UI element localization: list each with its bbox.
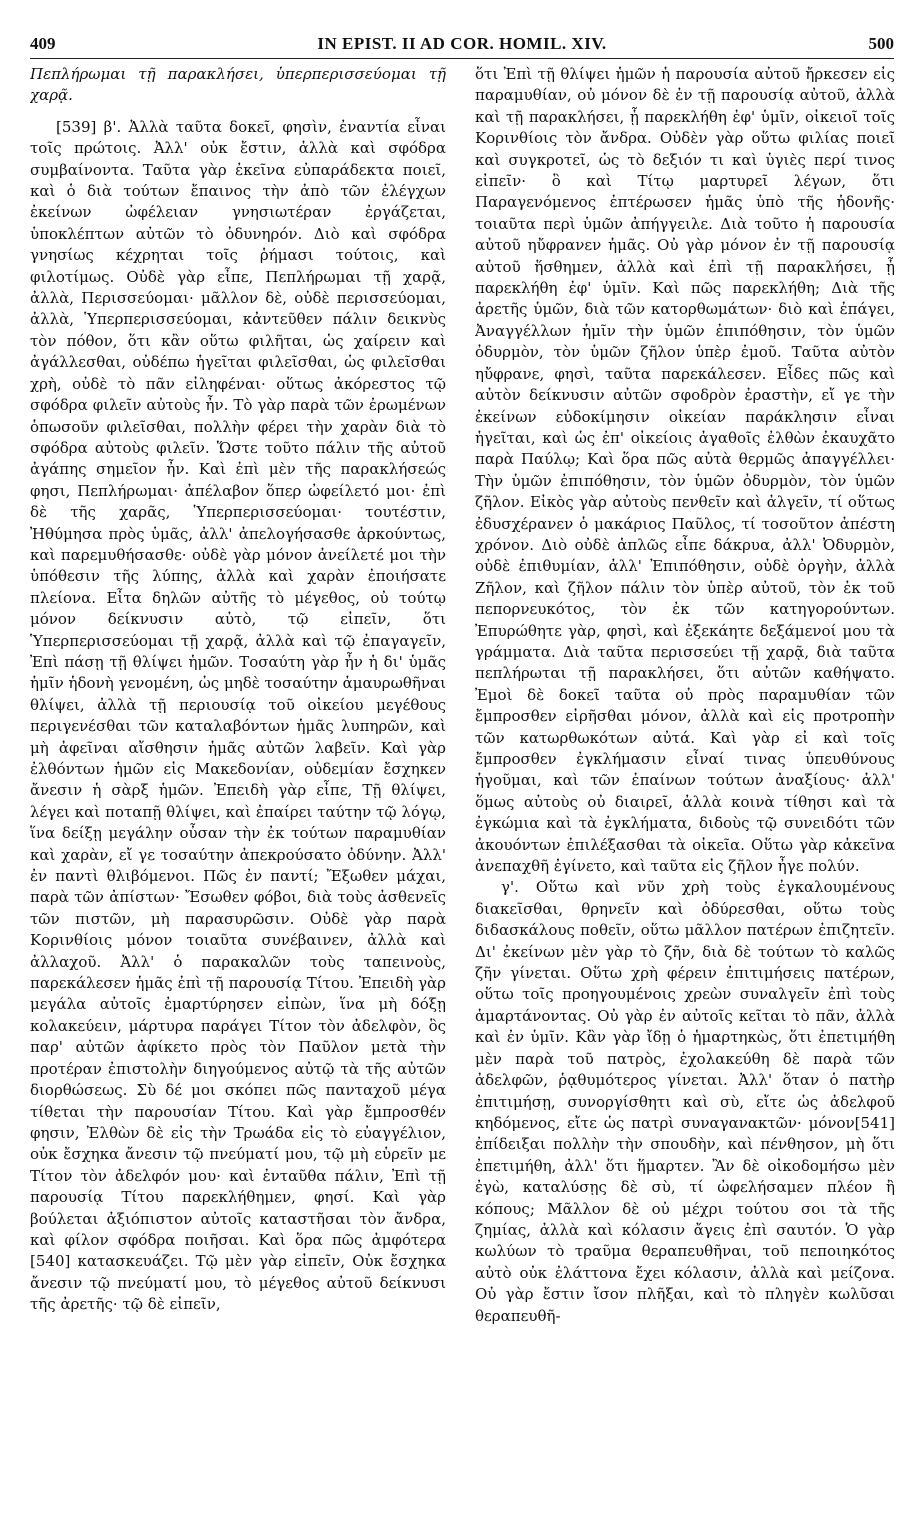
paragraph-section-3: γ'. Οὕτω καὶ νῦν χρὴ τοὺς ἐγκαλουμένους διακεῖσθαι, θρηνεῖν καὶ ὀδύρεσθαι, οὕτω τοὺς διδασκάλους ποθεῖν, οὕτω μᾶλλον πατέρων ἐπιζητεῖν. Δι' ἐκείνων μὲν γὰρ τὸ ζῆν, διὰ δὲ τούτων τὸ καλῶς ζῆν γίνεται. Οὕτω χρὴ φέρειν ἐπιτιμήσεις πατέρων, οὕτω τοῖς προηγουμένοις χρεὼν συναλγεῖν ἐπὶ τοὺς ἁμαρτάνοντας. Οὐ γὰρ ἐν αὐτοῖς κεῖται τὸ πᾶν, ἀλλὰ καὶ ἐν ὑμῖν. Κἂν γὰρ ἴδῃ ὁ ἡμαρτηκὼς, ὅτι ἐπετιμήθη μὲν παρὰ τοῦ πατρὸς, ἐχολακεύθη δὲ παρὰ τῶν ἀδελφῶν, ῥᾳθυμότερος γίνεται. Ἀλλ' ὅταν ὁ πατὴρ ἐπιτιμήσῃ, συνοργίσθητι καὶ σὺ, εἴτε ὡς ἀδελφοῦ κηδόμενος, εἴτε ὡς πατρὶ συναγανακτῶν· μόνον[541] ἐπίδειξαι πολλὴν τὴν σπουδὴν, καὶ πένθησον, μὴ ὅτι ἐπετιμήθη, ἀλλ' ὅτι ἥμαρτεν. Ἂν δὲ οἰκοδομήσω μὲν ἐγὼ, καταλύσῃς δὲ σὺ, τί ὠφελήσαμεν πλέον ἢ κόπους; Μᾶλλον δὲ οὐ μέχρι τούτου σοι τὰ τῆς ζημίας, ἀλλὰ καὶ κόλασιν ἄγεις ἐπὶ σαυτόν. Ὁ γὰρ κωλύων τὸ τραῦμα θεραπευθῆναι, τοῦ πεποιηκότος αὐτὸ οὐκ ἐλάττονα ἔχει κόλασιν, ἀλλὰ καὶ μείζονα. Οὐ γὰρ ἔστιν ἴσον πλῆξαι, καὶ τὸ πληγὲν κωλῦσαι θεραπευθῆ- <box>475 878 895 1325</box>
paragraph-section-2: [539] β'. Ἀλλὰ ταῦτα δοκεῖ, φησὶν, ἐναντία εἶναι τοῖς πρώτοις. Ἀλλ' οὐκ ἔστιν, ἀλλὰ καὶ σφόδρα συμβαίνοντα. Ταῦτα γὰρ ἐκεῖνα εὐπαράδεκτα ποιεῖ, καὶ ὁ διὰ τούτων ἔπαινος τὴν ἀπὸ τῶν ἐλέγχων ἐκείνων ὠφέλειαν γνησιωτέραν ἐργάζεται, ὑποκλέπτων αὐτῶν τὸ ὀδυνηρόν. Διὸ καὶ σφόδρα γνησίως κέχρηται τοῖς ῥήμασι τούτοις, καὶ φιλοτίμως. Οὐδὲ γὰρ εἶπε, Πεπλήρωμαι τῇ χαρᾷ, ἀλλὰ, Περισσεύομαι· μᾶλλον δὲ, οὐδὲ περισσεύομαι, ἀλλὰ, Ὑπερπερισσεύομαι, κἀντεῦθεν πάλιν δεικνὺς τὸν πόθον, ὅτι κἂν οὕτω φιλῆται, ὡς χαίρειν καὶ ἀγάλλεσθαι, οὐδέπω ἡγεῖται φιλεῖσθαι, ὡς φιλεῖσθαι χρὴ, οὐδὲ τὸ πᾶν εἰληφέναι· οὕτως ἀκόρεστος τῷ σφόδρα φιλεῖν αὐτοὺς ἦν. Τὸ γὰρ παρὰ τῶν ἐρωμένων ὁπωσοῦν φιλεῖσθαι, πολλὴν φέρει τὴν χαρὰν διὰ τὸ σφόδρα αὐτοὺς φιλεῖν. Ὥστε τοῦτο πάλιν τῆς αὐτοῦ ἀγάπης σημεῖον ἦν. Καὶ ἐπὶ μὲν τῆς παρακλήσεώς φησι, Πεπλήρωμαι· ἀπέλαβον ὅπερ ὠφείλετό μοι· ἐπὶ δὲ τῆς χαρᾶς, Ὑπερπερισσεύομαι· τουτέστιν, Ἠθύμησα πρὸς ὑμᾶς, ἀλλ' ἀπελογήσασθε ἀρκούντως, καὶ παρεμυθήσασθε· οὐδὲ γὰρ μόνον ἀνείλετέ μοι τὴν ὑπόθεσιν τῆς λύπης, ἀλλὰ καὶ χαρὰν ἐποιήσατε πλείονα. Εἶτα δηλῶν αὐτῆς τὸ μέγεθος, οὐ τούτῳ μόνον δείκνυσιν αὐτὸ, τῷ εἰπεῖν, ὅτι Ὑπερπερισσεύομαι τῇ χαρᾷ, ἀλλὰ καὶ τῷ ἐπαγαγεῖν, Ἐπὶ πάσῃ τῇ θλίψει ἡμῶν. Τοσαύτη γὰρ ἦν ἡ δι' ὑμᾶς ἡμῖν ἡδονὴ γενομένη, ὡς μηδὲ τοσαύτην ἀμαυρωθῆναι θλίψει, ἀλλὰ τῇ περιουσίᾳ τοῦ οἰκείου μεγέθους περιγενέσθαι τῶν καταλαβόντων ἡμᾶς λυπηρῶν, καὶ μὴ ἀφεῖναι αἴσθησιν ἡμᾶς αὐτῶν λαβεῖν. Καὶ γὰρ ἐλθόντων ἡμῶν εἰς Μακεδονίαν, οὐδεμίαν ἔσχηκεν ἄνεσιν ἡ σὰρξ ἡμῶν. Ἐπειδὴ γὰρ εἶπε, Τῇ θλίψει, λέγει καὶ ποταπῇ θλίψει, καὶ ἐπαίρει ταύτην τῷ λόγῳ, ἵνα δείξῃ μεγάλην οὖσαν τὴν ἐκ τούτων παραμυθίαν καὶ χαρὰν, εἴ γε τοσαύτην ἀπεκρούσατο ὀδύνην. Ἀλλ' ἐν παντὶ θλιβόμενοι. Πῶς ἐν παντί; Ἔξωθεν μάχαι, παρὰ τῶν ἀπίστων· Ἔσωθεν φόβοι, διὰ τοὺς ἀσθενεῖς τῶν πιστῶν, μὴ παρασυρῶσιν. Οὐδὲ γὰρ παρὰ Κορινθίοις μόνον τοιαῦτα συνέβαινεν, ἀλλὰ καὶ ἀλλαχοῦ. Ἀλλ' ὁ παρακαλῶν τοὺς ταπεινοὺς, παρεκάλεσεν ἡμᾶς ἐπὶ τῇ παρουσίᾳ Τίτου. Ἐπειδὴ γὰρ μεγάλα αὐτοῖς ἐμαρτύρησεν εἰπὼν, ἵνα μὴ δόξῃ κολακεύειν, μάρτυρα παράγει Τίτον τὸν ἀδελφὸν, ὃς παρ' αὐτῶν ἀφίκετο πρὸς τὸν Παῦλον μετὰ τὴν προτέραν ἐπιστολὴν διηγούμενος αὐτῷ τὰ τῆς αὐτῶν διορθώσεως. Σὺ δέ μοι σκόπει πῶς πανταχοῦ μέγα τίθεται τὴν παρουσίαν Τίτου. Καὶ γὰρ ἔμπροσθέν φησιν, Ἐλθὼν δὲ εἰς τὴν Τρωάδα εἰς τὸ εὐαγγέλιον, οὐκ ἔσχηκα ἄνεσιν τῷ πνεύματί μου, τῷ μὴ εὑρεῖν με Τίτον τὸν ἀδελφόν μου· καὶ ἐνταῦθα πάλιν, Ἐπὶ τῇ παρουσίᾳ Τίτου παρεκλήθημεν, φησί. Καὶ γὰρ βούλεται ἀξιόπιστον αὐτοῖς καταστῆσαι τὸν ἄνδρα, καὶ φίλον σφόδρα ποιῆσαι. Καὶ ὅρα πῶς ἀμφότερα [540] κατασκευάζει. Τῷ μὲν γὰρ εἰπεῖν, Οὐκ ἔσχηκα ἄνεσιν τῷ πνεύματί μου, τὸ μέγεθος αὐτοῦ δείκνυσι τῆς ἀρετῆς· τῷ δὲ εἰπεῖν, <box>30 117 446 1314</box>
scripture-quote: Πεπλήρωμαι τῇ παρακλήσει, ὑπερπερισσεύομαι τῇ χαρᾷ. <box>30 65 446 105</box>
paragraph-continued: ὅτι Ἐπὶ τῇ θλίψει ἡμῶν ἡ παρουσία αὐτοῦ ἤρκεσεν εἰς παραμυθίαν, οὐ μόνον δὲ ἐν τῇ παρουσίᾳ αὐτοῦ, ἀλλὰ καὶ τῇ παρακλήσει, ᾗ παρεκλήθη ἐφ' ὑμῖν, οἰκειοῖ τοῖς Κορινθίοις τὸν ἄνδρα. Οὐδὲν γὰρ οὕτω φιλίας ποιεῖ καὶ συγκροτεῖ, ὡς τὸ δεξιόν τι καὶ ὑγιὲς περί τινος εἰπεῖν· ὃ καὶ Τίτῳ μαρτυρεῖ λέγων, ὅτι Παραγενόμενος ἐπτέρωσεν ἡμᾶς ὑπὸ τῆς ἡδονῆς· τοιαῦτα περὶ ὑμῶν ἀπήγγειλε. Διὰ τοῦτο ἡ παρουσία αὐτοῦ ηὔφρανεν ἡμᾶς. Οὐ γὰρ μόνον ἐν τῇ παρουσίᾳ αὐτοῦ ἥσθημεν, ἀλλὰ καὶ ἐπὶ τῇ παρακλήσει, ᾗ παρεκλήθη ἐφ' ὑμῖν. Καὶ πῶς παρεκλήθη; Διὰ τῆς ἀρετῆς ὑμῶν, διὰ τῶν κατορθωμάτων· διὸ καὶ ἐπάγει, Ἀναγγέλλων ἡμῖν τὴν ὑμῶν ἐπιπόθησιν, τὸν ὑμῶν ὀδυρμὸν, τὸν ὑμῶν ζῆλον ὑπὲρ ἐμοῦ. Ταῦτα αὐτὸν ηὔφρανε, φησὶ, ταῦτα παρεκάλεσεν. Εἶδες πῶς καὶ αὐτὸν δείκνυσιν αὐτῶν σφοδρὸν ἐραστὴν, εἴ γε τὴν ἐκείνων εὐδοκίμησιν οἰκείαν παράκλησιν εἶναι ἡγεῖται, καὶ ὡς ἐπ' οἰκείοις ἀγαθοῖς ἐλθὼν ἐκαυχᾶτο παρὰ Παύλῳ; Καὶ ὅρα πῶς αὐτὰ θερμῶς ἀπαγγέλλει· Τὴν ὑμῶν ἐπιπόθησιν, τὸν ὑμῶν ὀδυρμὸν, τὸν ὑμῶν ζῆλον. Εἰκὸς γὰρ αὐτοὺς πενθεῖν καὶ ἀλγεῖν, τί οὕτως ἐδυσχέρανεν ὁ μακάριος Παῦλος, τί τοσοῦτον ἀπέστη χρόνον. Διὸ οὐδὲ ἁπλῶς εἶπε δάκρυα, ἀλλ' Ὀδυρμὸν, οὐδὲ ἐπιθυμίαν, ἀλλ' Ἐπιπόθησιν, οὐδὲ ὀργὴν, ἀλλὰ Ζῆλον, καὶ ζῆλον πάλιν τὸν ὑπὲρ αὐτοῦ, τὸν ἐκ τοῦ πεπορνευκότος, τὸν ἐκ τῶν κατηγορούντων. Ἐπυρώθητε γὰρ, φησὶ, καὶ ἐξεκάητε δεξάμενοί μου τὰ γράμματα. Διὰ ταῦτα περισσεύει τῇ χαρᾷ, διὰ ταῦτα πεπλήρωται τῇ παρακλήσει, ὅτι αὐτῶν καθήψατο. Ἐμοὶ δὲ δοκεῖ ταῦτα οὐ πρὸς παραμυθίαν τῶν ἔμπροσθεν εἰρῆσθαι μόνον, ἀλλὰ καὶ εἰς προτροπὴν τῶν κατωρθωκότων αὐτά. Καὶ γὰρ εἰ καὶ τοῖς ἔμπροσθεν ἐγκλήμασιν εἶναί τινας ὑπευθύνους ἡγοῦμαι, καὶ τῶν ἐπαίνων τούτων ἀναξίους· ἀλλ' ὅμως αὐτοὺς οὐ διαιρεῖ, ἀλλὰ κοινὰ τίθησι καὶ τὰ ἐγκώμια καὶ τὰ ἐγκλήματα, διδοὺς τῷ συνειδότι τῶν ἀκουόντων ἐπιλέξασθαι τὰ οἰκεῖα. Οὕτω γὰρ κἀκεῖνα ἀνεπαχθῆ ἐγίνετο, καὶ ταῦτα εἰς ζῆλον ἦγε πολύν. <box>475 65 895 876</box>
page-number-left: 409 <box>30 34 56 53</box>
page-number-right: 500 <box>868 34 894 53</box>
right-column <box>475 64 895 1524</box>
left-column <box>30 64 446 1524</box>
running-title: IN EPIST. II AD COR. HOMIL. XIV. <box>317 34 607 53</box>
running-header <box>30 34 894 59</box>
